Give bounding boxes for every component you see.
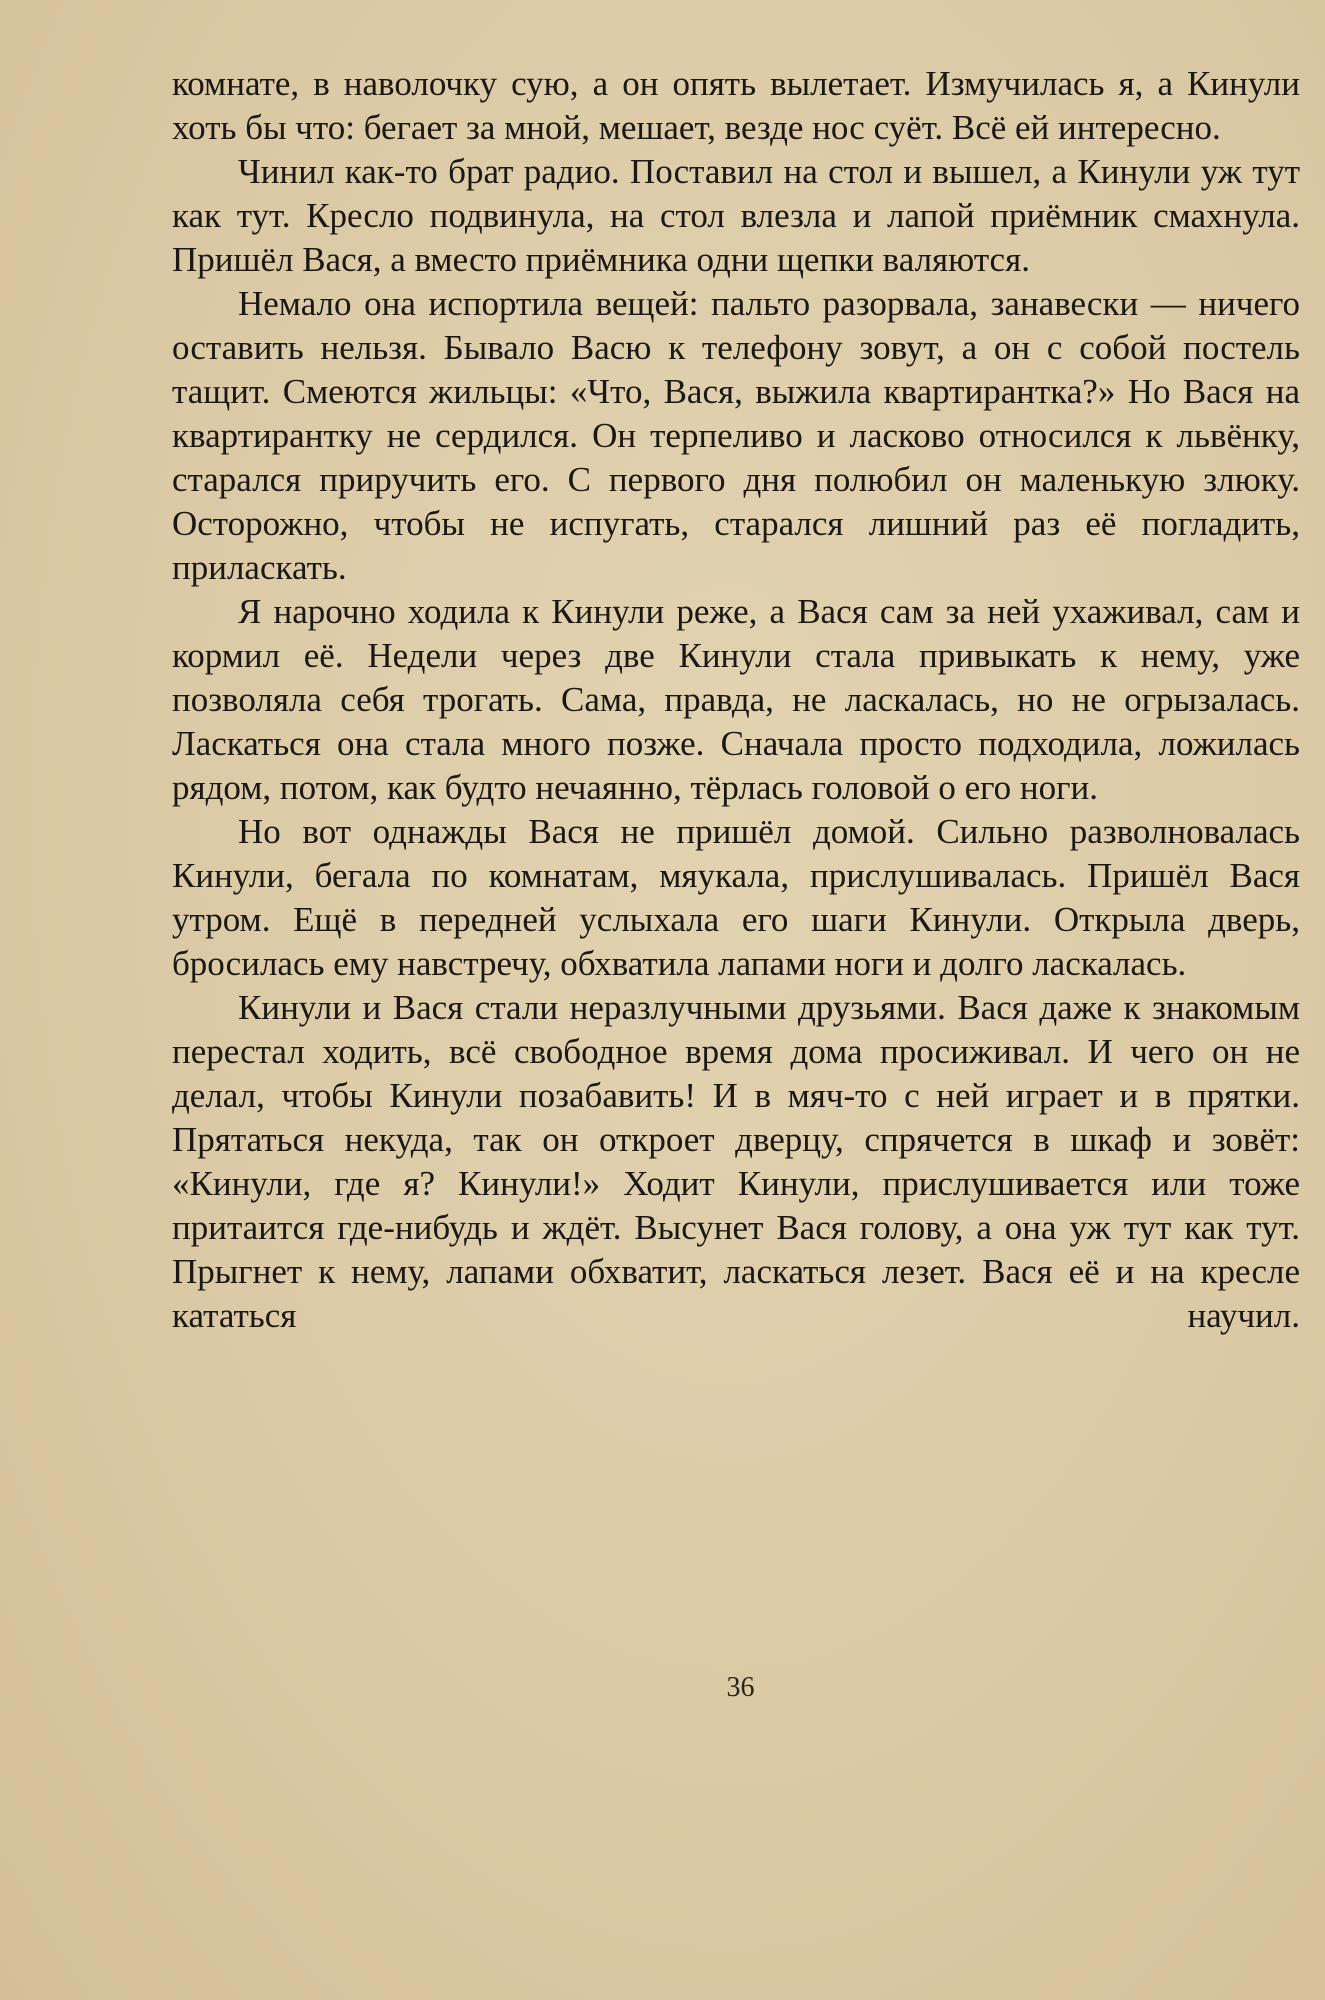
- paragraph: Чинил как-то брат радио. Поставил на стол и вышел, а Кинули уж тут как тут. Кресло подвинула, на стол влезла и лапой приёмник смахнула. Пришёл Вася, а вместо приёмника одни щепки валяются.: [172, 152, 1300, 279]
- paragraph: Кинули и Вася стали неразлучными друзьями. Вася даже к знакомым перестал ходить, всё свободное время дома просиживал. И чего он не делал, чтобы Кинули позабавить! И в мяч-то с ней играет и в прятки. Прятаться некуда, так он откроет дверцу, спрячется в шкаф и зовёт: «Кинули, где я? Кинули!» Ходит Кинули, прислушивается или тоже притаится где-нибудь и ждёт. Высунет Вася голову, а она уж тут как тут. Прыгнет к нему, лапами обхватит, ласкаться лезет. Вася её и на кресле кататься научил.: [172, 988, 1300, 1335]
- paragraph: Я нарочно ходила к Кинули реже, а Вася сам за ней ухаживал, сам и кормил её. Недели через две Кинули стала привыкать к нему, уже позволяла себя трогать. Сама, правда, не ласкалась, но не огрызалась. Ласкаться она стала много позже. Сначала просто подходила, ложилась рядом, потом, как будто нечаянно, тёрлась головой о его ноги.: [172, 592, 1300, 807]
- paragraph: комнате, в наволочку сую, а он опять вылетает. Измучилась я, а Кинули хоть бы что: бегает за мной, мешает, везде нос суёт. Всё ей интересно.: [172, 64, 1300, 147]
- page-number: 36: [726, 1672, 755, 1703]
- paragraph: Но вот однажды Вася не пришёл домой. Сильно разволновалась Кинули, бегала по комнатам, мяукала, прислушивалась. Пришёл Вася утром. Ещё в передней услыхала его шаги Кинули. Открыла дверь, бросилась ему навстречу, обхватила лапами ноги и долго ласкалась.: [172, 812, 1300, 983]
- body-text: [172, 62, 1300, 1338]
- paragraph: Немало она испортила вещей: пальто разорвала, занавески — ничего оставить нельзя. Бывало Васю к телефону зовут, а он с собой постель тащит. Смеются жильцы: «Что, Вася, выжила квартирантка?» Но Вася на квартирантку не сердился. Он терпеливо и ласково относился к львёнку, старался приручить его. С первого дня полюбил он маленькую злюку. Осторожно, чтобы не испугать, старался лишний раз её погладить, приласкать.: [172, 284, 1300, 587]
